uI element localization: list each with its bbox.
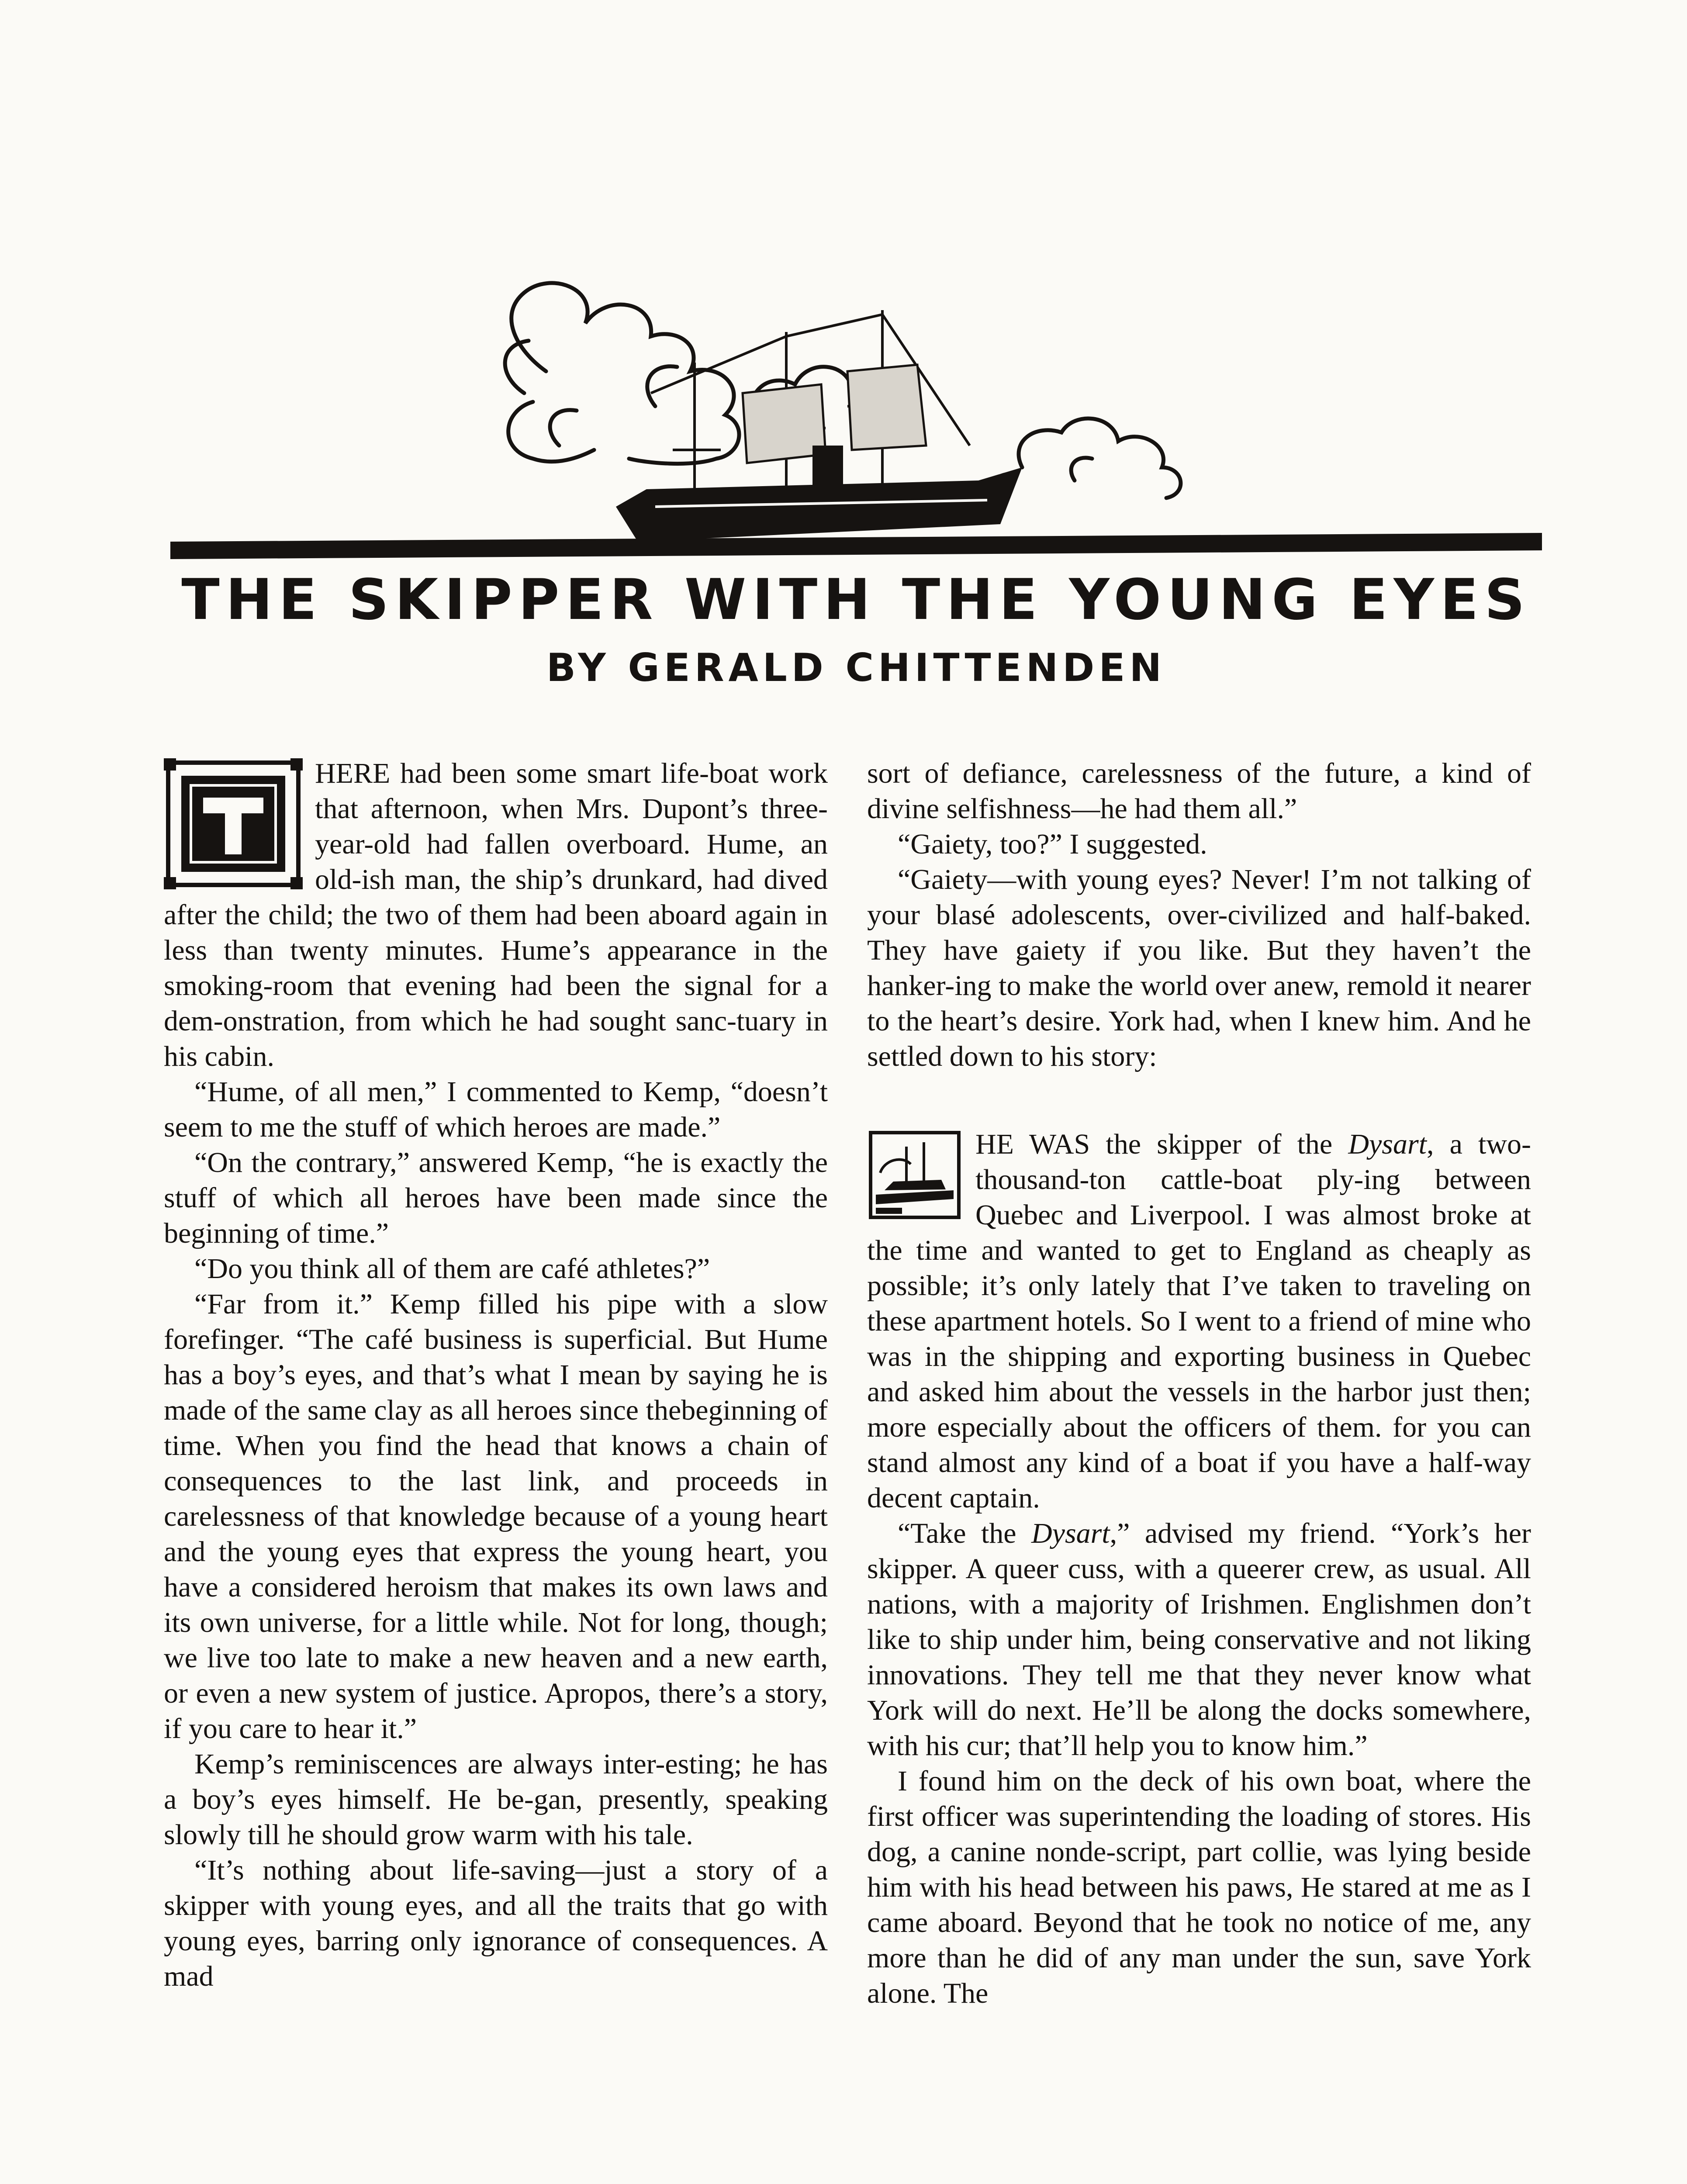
section-break	[867, 1074, 1531, 1127]
paragraph: sort of defiance, carelessness of the future, a kind of divine selfishness—he had them all.”	[867, 757, 1531, 825]
ship-name: Dysart	[1348, 1128, 1427, 1160]
article-title: THE SKIPPER WITH THE YOUNG EYES	[181, 567, 1531, 632]
decorated-initial-t-icon	[164, 758, 303, 889]
paragraph: “It’s nothing about life-saving—just a story of a skipper with young eyes, and all the traits that go with young eyes, barring only ignorance of consequences. A mad	[164, 1854, 828, 1992]
text-run: , a two-thousand-ton cattle-boat ply-ing between Quebec and Liverpool. I was almost broke at the time and wanted to get to England as cheaply as possible; it’s only lately that I’ve taken to traveling on these apartment hotels. So I went to a friend of mine who was in the shipping and exporting business in Quebec and asked him about the vessels in the harbor just then; more especially about the officers of them. for you can stand almost any kind of a boat if you have a half-way decent captain.	[867, 1128, 1531, 1514]
text-run: HE WAS the skipper of the	[975, 1128, 1348, 1160]
text-run: ,” advised my friend. “York’s her skipper. A queer cuss, with a queerer crew, as usual. All nations, with a majority of Irishmen. Englishmen don’t like to ship under him, being conservative and not liking innovations. They tell me that they never know what York will do next. He’ll be along the docks somewhere, with his cur; that’ll help you to know him.”	[867, 1517, 1531, 1762]
steamship-illustration	[166, 262, 1546, 577]
text-run: “Take the	[898, 1517, 1031, 1549]
ship-name: Dysart	[1031, 1517, 1110, 1549]
paragraph: “Do you think all of them are café athletes?”	[194, 1253, 710, 1285]
paragraph: “Gaiety—with young eyes? Never! I’m not talking of your blasé adolescents, over-civilized and half-baked. They have gaiety if you like. But they haven’t the hanker-ing to make the world over anew, remold it nearer to the heart’s desire. York had, when I knew him. And he settled down to his story:	[867, 864, 1531, 1072]
byline: BY GERALD CHITTENDEN	[546, 645, 1166, 690]
paragraph: “On the contrary,” answered Kemp, “he is exactly the stuff of which all heroes have been made since the beginning of time.”	[164, 1147, 828, 1249]
paragraph: HERE had been some smart life-boat work that afternoon, when Mrs. Dupont’s three-year-old had fallen overboard. Hume, an old-ish man, the ship’s drunkard, had dived after the child; the two of them had been aboard again in less than twenty minutes. Hume’s appearance in the smoking-room that evening had been the signal for a dem-onstration, from which he had sought sanc-tuary in his cabin.	[164, 757, 828, 1072]
paragraph: Kemp’s reminiscences are always inter-esting; he has a boy’s eyes himself. He be-gan, presently, speaking slowly till he should grow warm with his tale.	[164, 1748, 828, 1851]
paragraph	[867, 1516, 1531, 1763]
right-column	[867, 756, 1531, 2011]
paragraph	[867, 1127, 1531, 1516]
paragraph: “Gaiety, too?” I suggested.	[898, 828, 1207, 860]
left-column	[164, 756, 828, 1994]
paragraph: “Hume, of all men,” I commented to Kemp, “doesn’t seem to me the stuff of which heroes are made.”	[164, 1076, 828, 1143]
paragraph: I found him on the deck of his own boat, where the first officer was superintending the loading of stores. His dog, a canine nonde-script, part collie, was lying beside him with his head between his paws, He stared at me as I came aboard. Beyond that he took no notice of me, any more than he did of any man under the sun, save York alone. The	[867, 1765, 1531, 2009]
paragraph: “Far from it.” Kemp filled his pipe with a slow forefinger. “The café business is superficial. But Hume has a boy’s eyes, and that’s what I mean by saying he is made of the same clay as all heroes since thebeginning of time. When you find the head that knows a chain of consequences to the last link, and proceeds in carelessness of that knowledge because of a young heart and the young eyes that express the young heart, you have a considered heroism that makes its own laws and its own universe, for a little while. Not for long, though; we live too late to make a new heaven and a new earth, or even a new system of justice. Apropos, there’s a story, if you care to hear it.”	[164, 1288, 828, 1745]
ship-vignette-initial-icon	[867, 1129, 962, 1221]
